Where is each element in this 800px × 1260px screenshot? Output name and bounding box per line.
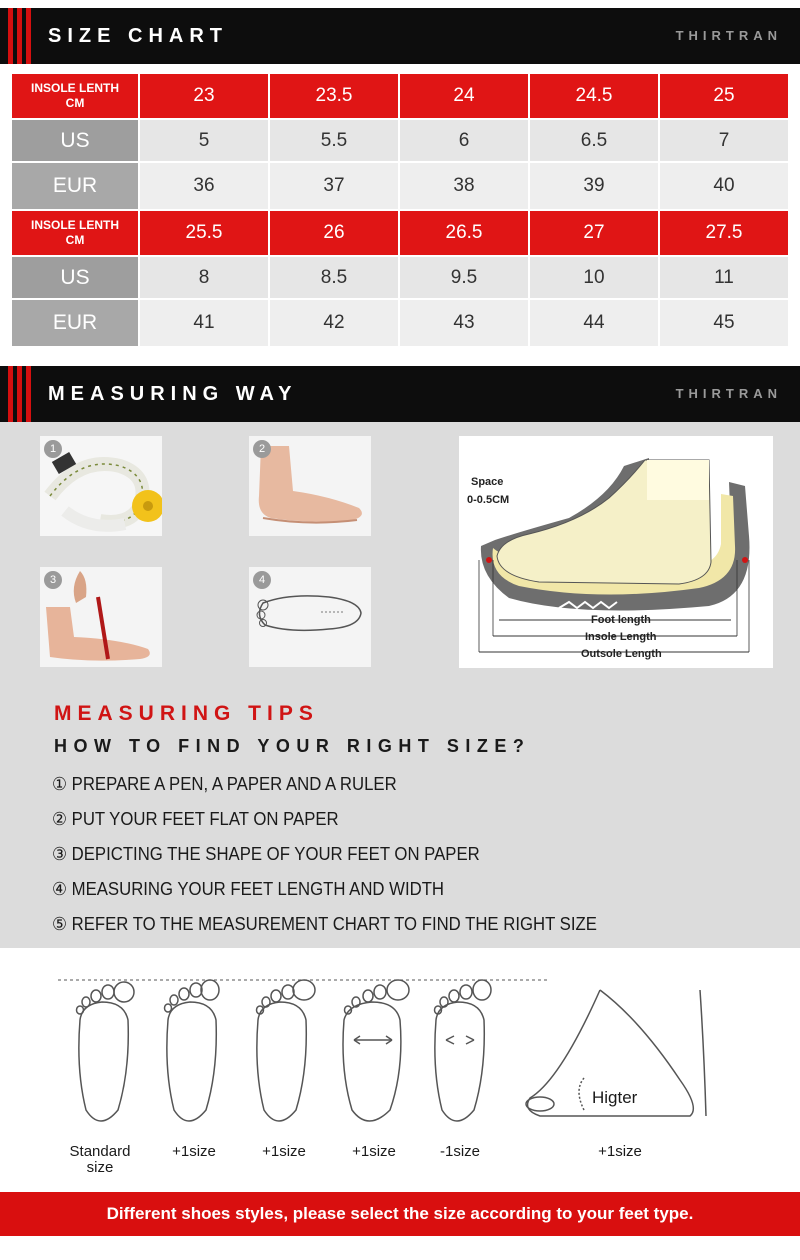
step-number: 2 xyxy=(253,440,271,458)
table-cell: 25 xyxy=(660,74,788,118)
table-cell: 6.5 xyxy=(530,120,658,161)
foot-type-label: +1size xyxy=(598,1143,642,1160)
foot-type-label: Standard size xyxy=(69,1143,131,1176)
table-cell: 26.5 xyxy=(400,211,528,255)
table-cell: 42 xyxy=(270,300,398,346)
red-stripes-decoration xyxy=(8,8,36,64)
brand-name: THIRTRAN xyxy=(675,386,782,401)
brand-name: THIRTRAN xyxy=(675,28,782,43)
step-number: 3 xyxy=(44,571,62,589)
higher-label: Higter xyxy=(592,1088,638,1107)
foot-type-label: +1size xyxy=(262,1143,306,1160)
list-item: ① PREPARE A PEN, A PAPER AND A RULER xyxy=(52,774,397,794)
step-number: 4 xyxy=(253,571,271,589)
size-table xyxy=(10,72,790,348)
table-cell: 24 xyxy=(400,74,528,118)
step-number: 1 xyxy=(44,440,62,458)
us-label: US xyxy=(12,120,138,161)
table-cell: 45 xyxy=(660,300,788,346)
size-chart-header xyxy=(0,8,800,64)
tips-list xyxy=(52,770,638,945)
list-item: ② PUT YOUR FEET FLAT ON PAPER xyxy=(52,809,339,829)
us-label: US xyxy=(12,257,138,298)
table-row-eur xyxy=(12,300,788,346)
table-cell: 9.5 xyxy=(400,257,528,298)
table-cell: 36 xyxy=(140,163,268,209)
table-cell: 5 xyxy=(140,120,268,161)
table-cell: 5.5 xyxy=(270,120,398,161)
step-2-foot-image xyxy=(249,436,371,536)
table-cell: 44 xyxy=(530,300,658,346)
list-item: ⑤ REFER TO THE MEASUREMENT CHART TO FIND THE RIGHT SIZE xyxy=(52,914,597,934)
footer-banner: Different shoes styles, please select the size according to your feet type. xyxy=(0,1192,800,1236)
table-row-insole xyxy=(12,211,788,255)
list-item: ③ DEPICTING THE SHAPE OF YOUR FEET ON PAPER xyxy=(52,844,480,864)
table-cell: 8.5 xyxy=(270,257,398,298)
foot-types-section xyxy=(0,960,800,1190)
table-cell: 24.5 xyxy=(530,74,658,118)
table-cell: 11 xyxy=(660,257,788,298)
eur-label: EUR xyxy=(12,300,138,346)
table-cell: 38 xyxy=(400,163,528,209)
table-cell: 10 xyxy=(530,257,658,298)
outsole-length-label: Outsole Length xyxy=(581,648,662,660)
foot-type-label: +1size xyxy=(352,1143,396,1160)
table-cell: 7 xyxy=(660,120,788,161)
red-stripes-decoration xyxy=(8,366,36,422)
measuring-way-header xyxy=(0,366,800,422)
shoe-measurement-diagram xyxy=(459,436,773,668)
space-label: Space xyxy=(471,476,504,488)
space-value: 0-0.5CM xyxy=(467,494,510,506)
table-cell: 40 xyxy=(660,163,788,209)
table-row-us xyxy=(12,120,788,161)
step-4-outline-image xyxy=(249,567,371,667)
table-cell: 25.5 xyxy=(140,211,268,255)
table-cell: 27.5 xyxy=(660,211,788,255)
insole-label: INSOLE LENTH CM xyxy=(12,74,138,118)
table-cell: 23.5 xyxy=(270,74,398,118)
table-cell: 37 xyxy=(270,163,398,209)
table-cell: 26 xyxy=(270,211,398,255)
foot-type-label: +1size xyxy=(172,1143,216,1160)
section-title: SIZE CHART xyxy=(48,25,228,47)
table-row-insole xyxy=(12,74,788,118)
list-item: ④ MEASURING YOUR FEET LENGTH AND WIDTH xyxy=(52,879,445,899)
table-cell: 8 xyxy=(140,257,268,298)
table-row-us xyxy=(12,257,788,298)
foot-type-label: -1size xyxy=(439,1143,480,1160)
foot-types-illustration xyxy=(0,960,800,1140)
table-cell: 23 xyxy=(140,74,268,118)
step-3-tracing-image xyxy=(40,567,162,667)
table-cell: 43 xyxy=(400,300,528,346)
insole-length-label: Insole Length xyxy=(585,631,657,643)
section-title: MEASURING WAY xyxy=(48,383,298,405)
table-cell: 39 xyxy=(530,163,658,209)
foot-length-label: Foot length xyxy=(591,614,651,626)
step-1-tape-measure-image xyxy=(40,436,162,536)
table-row-eur xyxy=(12,163,788,209)
measuring-tips-heading: MEASURING TIPS xyxy=(54,702,319,725)
measuring-tips-subheading: HOW TO FIND YOUR RIGHT SIZE? xyxy=(54,736,531,756)
table-cell: 27 xyxy=(530,211,658,255)
eur-label: EUR xyxy=(12,163,138,209)
table-cell: 41 xyxy=(140,300,268,346)
insole-label: INSOLE LENTH CM xyxy=(12,211,138,255)
table-cell: 6 xyxy=(400,120,528,161)
